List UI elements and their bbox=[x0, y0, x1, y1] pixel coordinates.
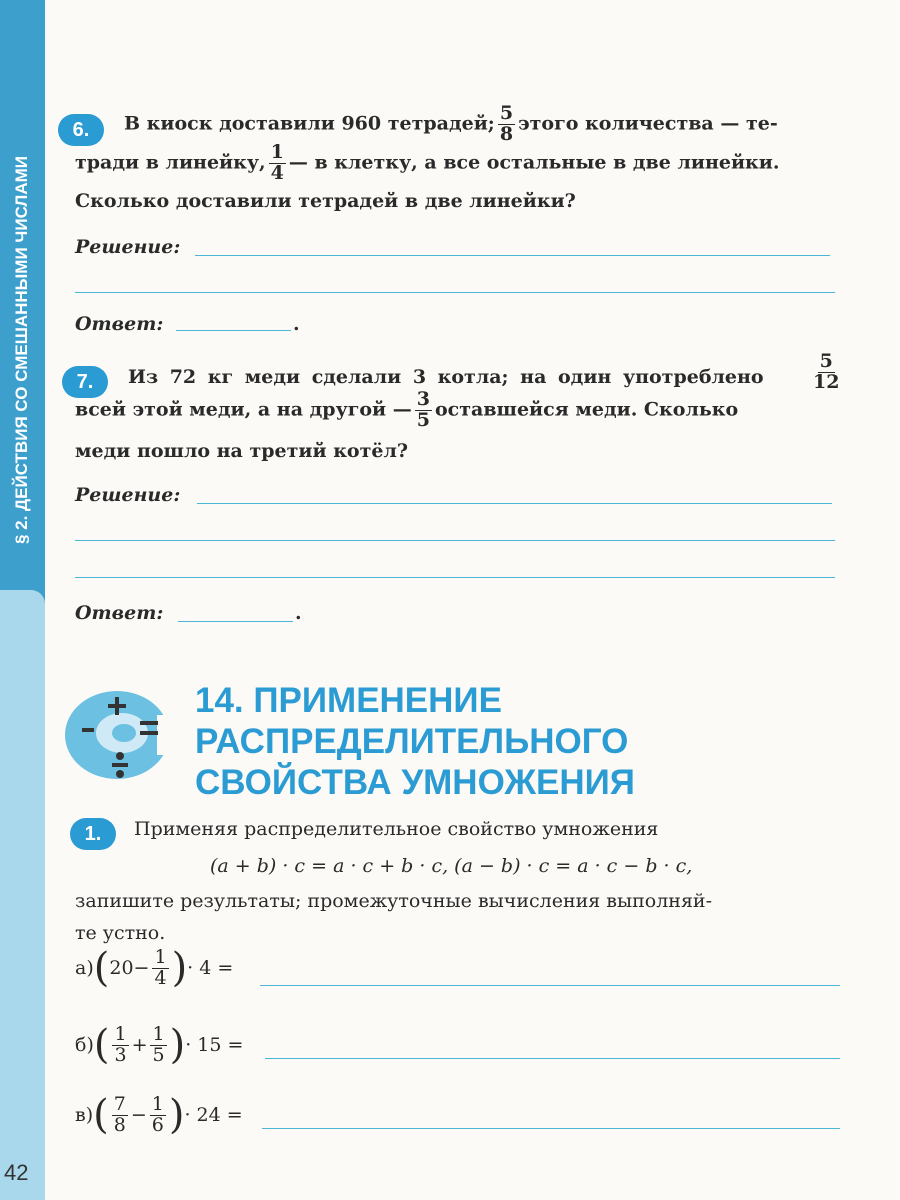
numerator: 1 bbox=[154, 945, 167, 968]
fraction-5-12 bbox=[810, 352, 842, 393]
fraction bbox=[150, 1022, 166, 1066]
formula: (a + b) · c = a · c + b · c, (a − b) · c = a · c − b · c, bbox=[210, 855, 693, 877]
section-heading bbox=[195, 680, 635, 803]
exercise-a: а) ( 20 − $\frac{1}{4}$ ) · 4 = bbox=[75, 945, 234, 991]
text: всей этой меди, а на другой — bbox=[75, 398, 412, 421]
item-label: а) bbox=[75, 957, 94, 979]
denominator: 12 bbox=[813, 370, 840, 393]
item-label: б) bbox=[75, 1034, 94, 1056]
operations-logo-icon bbox=[62, 685, 192, 785]
solution-label: Решение: bbox=[75, 484, 181, 506]
solution-line[interactable] bbox=[197, 503, 832, 504]
solution-line[interactable] bbox=[75, 577, 835, 578]
sidebar-lower bbox=[0, 590, 45, 1200]
fraction-5-8 bbox=[498, 104, 515, 145]
item-label: в) bbox=[75, 1104, 94, 1126]
number: 20 bbox=[109, 957, 134, 979]
denominator: 3 bbox=[114, 1043, 127, 1066]
denominator: 5 bbox=[152, 1043, 165, 1066]
heading-line: СВОЙСТВА УМНОЖЕНИЯ bbox=[195, 763, 635, 802]
numerator: 1 bbox=[270, 141, 284, 163]
task-7-line-1: Из 72 кг меди сделали 3 котла; на один употреблено bbox=[128, 366, 764, 388]
task-6-line-3: Сколько доставили тетрадей в две линейки? bbox=[75, 190, 576, 212]
text: тради в линейку, bbox=[75, 151, 266, 174]
fraction-1-4 bbox=[269, 143, 286, 184]
answer-line[interactable] bbox=[265, 1058, 840, 1059]
numerator: 7 bbox=[113, 1092, 126, 1115]
text: — в клетку, а все остальные в две линейки. bbox=[288, 151, 780, 174]
solution-line[interactable] bbox=[195, 255, 830, 256]
denominator: 8 bbox=[499, 122, 514, 145]
numerator: 1 bbox=[151, 1092, 164, 1115]
text: В киоск доставили 960 тетрадей; bbox=[124, 112, 495, 135]
denominator: 4 bbox=[154, 966, 167, 989]
text: оставшейся меди. Сколько bbox=[435, 398, 739, 421]
text: этого количества — те- bbox=[518, 112, 778, 135]
multiplier: · 24 = bbox=[184, 1104, 243, 1126]
multiplier: · 4 = bbox=[187, 957, 234, 979]
operator: − bbox=[133, 957, 150, 979]
operator: + bbox=[131, 1034, 148, 1056]
task-7-badge: 7. bbox=[62, 366, 108, 398]
denominator: 8 bbox=[113, 1113, 126, 1136]
fraction bbox=[152, 945, 168, 989]
task-6-line-1 bbox=[124, 104, 778, 145]
task-6-line-2 bbox=[75, 143, 779, 184]
period: . bbox=[295, 602, 302, 624]
heading-line: 14. ПРИМЕНЕНИЕ bbox=[195, 681, 502, 720]
answer-line[interactable] bbox=[176, 330, 291, 331]
task-6-badge: 6. bbox=[58, 114, 104, 146]
task-7-line-3: меди пошло на третий котёл? bbox=[75, 440, 408, 462]
task-1-line-1: Применяя распределительное свойство умножения bbox=[134, 818, 659, 840]
fraction bbox=[150, 1092, 166, 1136]
heading-line: РАСПРЕДЕЛИТЕЛЬНОГО bbox=[195, 722, 629, 761]
solution-line[interactable] bbox=[75, 292, 835, 293]
numerator: 5 bbox=[499, 102, 514, 124]
denominator: 6 bbox=[151, 1113, 164, 1136]
task-7-line-2 bbox=[75, 390, 738, 431]
exercise-b: б) ( $\frac{1}{3}$ + $\frac{1}{5}$ ) · 15 = bbox=[75, 1022, 244, 1068]
denominator: 4 bbox=[270, 161, 284, 184]
exercise-c: в) ( $\frac{7}{8}$ − $\frac{1}{6}$ ) · 24 = bbox=[75, 1092, 243, 1138]
fraction-3-5 bbox=[415, 390, 432, 431]
answer-label: Ответ: bbox=[75, 602, 164, 624]
answer-label: Ответ: bbox=[75, 313, 164, 335]
page-number: 42 bbox=[4, 1160, 29, 1185]
task-1-line-2: запишите результаты; промежуточные вычисления выполняй- bbox=[75, 890, 713, 912]
operator: − bbox=[130, 1104, 147, 1126]
numerator: 5 bbox=[819, 350, 833, 372]
denominator: 5 bbox=[416, 408, 430, 431]
task-1-line-3: те устно. bbox=[75, 922, 166, 944]
period: . bbox=[293, 313, 300, 335]
multiplier: · 15 = bbox=[185, 1034, 244, 1056]
fraction bbox=[112, 1092, 128, 1136]
answer-line[interactable] bbox=[178, 621, 293, 622]
fraction bbox=[112, 1022, 128, 1066]
section-title-vertical: § 2. ДЕЙСТВИЯ СО СМЕШАННЫМИ ЧИСЛАМИ bbox=[12, 155, 31, 545]
solution-label: Решение: bbox=[75, 236, 181, 258]
task-1-badge: 1. bbox=[70, 818, 116, 850]
numerator: 1 bbox=[114, 1022, 127, 1045]
answer-line[interactable] bbox=[260, 985, 840, 986]
numerator: 1 bbox=[152, 1022, 165, 1045]
answer-line[interactable] bbox=[262, 1128, 840, 1129]
numerator: 3 bbox=[416, 388, 430, 410]
solution-line[interactable] bbox=[75, 540, 835, 541]
